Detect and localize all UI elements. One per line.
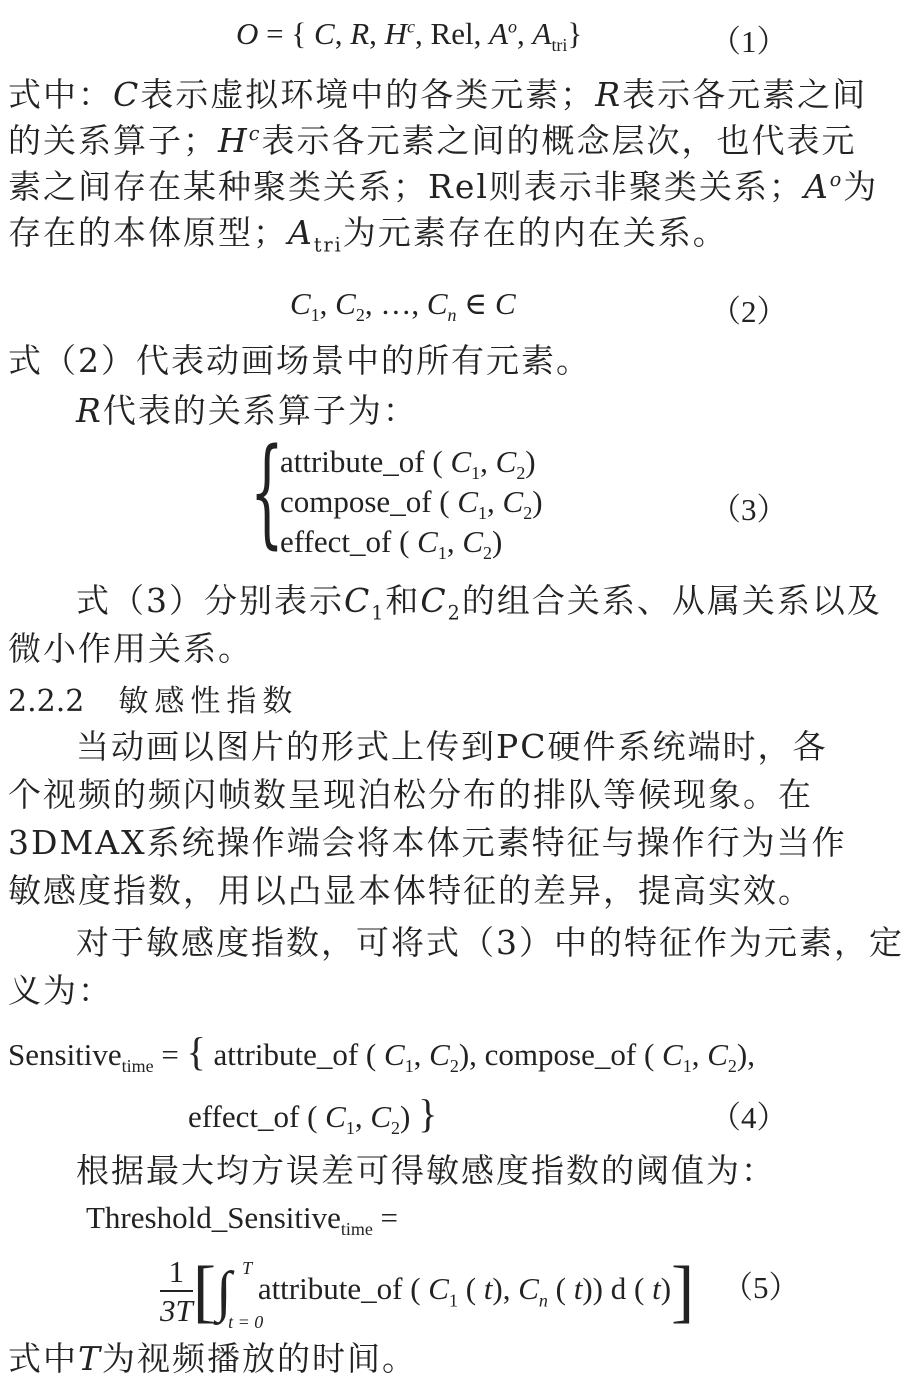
paragraph-6: 根据最大均方误差可得敏感度指数的阈值为： bbox=[76, 1151, 776, 1190]
paragraph-5-line-2: 义为： bbox=[8, 971, 113, 1010]
paragraph-1-line-2: 的关系算子；$H^c$表示各元素之间的概念层次，也代表元 bbox=[8, 121, 857, 160]
equation-3-row-1: attribute_of ( $C_1$, $C_2$) bbox=[280, 444, 536, 484]
equation-2: $C_1$, $C_2$, …, $C_n$ ∈ C bbox=[290, 286, 516, 326]
equation-1: O = { C, R, $H^c$, Rel, $A^o$, $A_{tri}$} bbox=[236, 16, 583, 56]
equation-5-rhs: $\frac{1}{3T}$ [∫ T t = 0 attribute_of ( $C_1$ ( t), $C_n$ ( t)) d ( t)] bbox=[160, 1253, 695, 1332]
section-heading bbox=[8, 676, 298, 720]
equation-3-number: （3） bbox=[710, 492, 788, 527]
paragraph-4-line-4: 敏感度指数，用以凸显本体特征的差异，提高实效。 bbox=[8, 871, 813, 910]
equation-4-number: （4） bbox=[710, 1100, 788, 1135]
equation-2-number: （2） bbox=[710, 294, 788, 329]
equation-3-row-3: effect_of ( $C_1$, $C_2$) bbox=[280, 524, 503, 564]
paragraph-1-line-1: 式中：C表示虚拟环境中的各类元素；R表示各元素之间 bbox=[8, 75, 868, 114]
section-number: 2.2.2 bbox=[8, 684, 85, 719]
paragraph-3-line-1: 式（3）分别表示$C_1$和$C_2$的组合关系、从属关系以及 bbox=[76, 581, 882, 625]
equation-4-line-2: effect_of ( $C_1$, $C_2$) } bbox=[188, 1091, 438, 1139]
equation-3-brace: { bbox=[250, 422, 284, 560]
equation-5-number: （5） bbox=[722, 1270, 800, 1305]
paragraph-3-line-2: 微小作用关系。 bbox=[8, 629, 253, 668]
paragraph-4-line-3: 3DMAX系统操作端会将本体元素特征与操作行为当作 bbox=[8, 823, 847, 862]
equation-5-lhs: Threshold_Sensitive$_{time}$ = bbox=[86, 1200, 399, 1240]
paragraph-2-line-2: R代表的关系算子为： bbox=[76, 391, 418, 430]
equation-4-line-1: Sensitive$_{time}$ = { attribute_of ( $C_1$, $C_2$), compose_of ( $C_1$, $C_2$), bbox=[8, 1029, 755, 1077]
section-title: 敏感性指数 bbox=[118, 684, 299, 719]
equation-5-fraction: $\frac{1}{3T}$ bbox=[160, 1254, 193, 1328]
paragraph-2-line-1: 式（2）代表动画场景中的所有元素。 bbox=[8, 341, 591, 380]
paragraph-4-line-1: 当动画以图片的形式上传到PC硬件系统端时，各 bbox=[76, 727, 828, 766]
paragraph-5-line-1: 对于敏感度指数，可将式（3）中的特征作为元素，定 bbox=[76, 923, 904, 962]
equation-1-number: （1） bbox=[710, 24, 788, 59]
equation-3-row-2: compose_of ( $C_1$, $C_2$) bbox=[280, 484, 543, 524]
paragraph-4-line-2: 个视频的频闪帧数呈现泊松分布的排队等候现象。在 bbox=[8, 775, 813, 814]
paragraph-1-line-4: 存在的本体原型；$A_{tri}$为元素存在的内在关系。 bbox=[8, 213, 728, 257]
paragraph-1-line-3: 素之间存在某种聚类关系；Rel则表示非聚类关系；$A^o$为 bbox=[8, 167, 879, 206]
paragraph-7: 式中T为视频播放的时间。 bbox=[8, 1339, 418, 1378]
